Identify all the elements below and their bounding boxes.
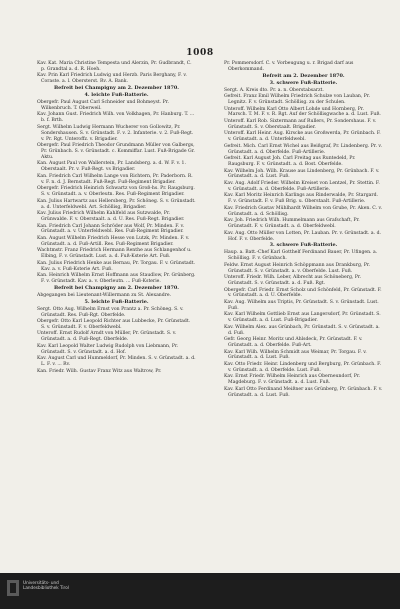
left-section-heading: Befreit bei Champigny am 2. Dezember 1870. <box>54 85 179 92</box>
right-section-heading: 3. schwere Fuß-Batterie. <box>269 79 338 86</box>
right-section-heading: 3. schwere Fuß-Batterie. <box>269 242 338 249</box>
left-entry: Kav. August Carl und Hummeldorf, Pr. Minden. S. v. Grünstadt. a. d. L. F. v. ... Rv. <box>37 356 196 368</box>
right-entry: Kav. Karl Wilhelm Gottlieb Ernst aus Langersdorf, Pr. Grünstadt. S. v. Grünstadt. a. d. Lust. Fuß-Brigadier. <box>224 312 381 324</box>
left-section-heading: 5. leichte Fuß-Batterie. <box>84 298 149 305</box>
left-section-heading: 4. leichte Fuß-Batterie. <box>84 92 149 99</box>
right-entry: Unteroff. Karl Rob. Sixtermann auf Rullers, Pr. Sondershaus. F. v. Grünstadt. S. v. Oberstaalt. Brigadier. <box>224 118 377 130</box>
right-entry: Pr. Pommersdorf. C. v. Vorbeugung u. r. Brigad darf aus Oberkommand. <box>224 61 354 72</box>
right-entry: Gefr. Georg Heinr. Moritz und Ahlsdeck, Pr. Grünstadt. F. v. Grünstadt. a. d. Oberfelde. Fuß-Art. <box>224 337 363 349</box>
right-entry: Kav. Ernst Friedr. Wilhelm Heinrich aus Oberneundorf, Pr. Magdeburg. F. v. Grünstadt. a. d. Lust. Fuß. <box>224 374 361 386</box>
right-entry: Sergt. A. Kreis dto. Pr. a. n. Oberstabsarzt. <box>224 87 324 93</box>
page-number: 1008 <box>186 48 214 58</box>
left-entry: Kan. Friedrich Carl Wilhelm Lange von Richtern, Pr. Paderborn. R. v. F. n. d. J. Bernstadt. Fuß-Regt. Fuß-Regiment Brigadier. <box>37 173 193 185</box>
left-entry: Obergefr. Paul Friedrich Theodor Grundmann Müller von Galbergs, Pr. Grünbach. S. v. Grünstadt. c. Kommiffar. Lust. Fuß-Brigade Gr. Aktu. <box>37 143 195 160</box>
right-entry: Kav. Otto Friedr. Heinr. Lindenberg und Bergburg, Pr. Grünbach. F. v. Grünstadt. a. d. Oberfelde. Lust. Fuß. <box>224 361 382 373</box>
right-entry: Kav. Aug. Adolf Frieder. Wilhelm Kreiset von Lentzel, Pr. Stettin. F. v. Grünstadt. a. d. Oberfelde. Fuß-Artillerie. <box>224 180 380 192</box>
left-entry: Obergefr. Paul August Carl Schneider und Bohmeyst. Pr. Wilkenbruch. T. Oberweil. <box>37 100 169 111</box>
right-entry: Kav. Karl Moritz Heinrich Karlings aus Rinderwalde, Pr. Stargard. F. v. Grünstadt. F. v. Fuß Brig. u. Oberstaalt. Fuß-Artillerie. <box>224 193 379 205</box>
right-entry: Gefreit. Mich. Carl Ernst Wichel aus Beißgraf, Pr. Lindenberg. Pr. v. Grünstadt. a. d. Oberfelde. Fuß-Artillerie. <box>224 143 382 155</box>
left-entry: Kan. Julius Hartwartz aus Hellersberg, Pr. Schöneg. S. v. Grünstadt. a. d. Unterfeldwebl. Art. Schöllisg, Brigadier. <box>37 198 196 210</box>
footer-bar <box>0 573 400 609</box>
right-entry: Feldw. Ernst August Heinrich Schöppmann aus Drankburg, Pr. Grünstadt. S. v. Grünstadt. a. v. Oberfelde. Lust. Fuß. <box>224 262 371 274</box>
footer-line-1: Universitäts- und <box>23 580 59 585</box>
footer-text <box>23 580 69 591</box>
left-entry: Kav. Prin Karl Friedrich Ludwig und Herzb. Paris Berghany, F. v. Coraste. a. l. Obersterst. Rv. A. Bank. <box>37 73 187 85</box>
left-entry: Obergefr. Otto Karl Leopold Richter aus Lubbecke, Pr. Grünstadt. S. v. Grünstadt. F. v. Oberfeldwebl. <box>37 319 191 330</box>
left-entry: Kav. Julius Friedrich Wilhelm Kahlfeld aus Sutzwalde, Pr. Grünwalde. F. v. Oberstaalt. a. d. U. Res. Fuß-Regt. Brigadier. <box>37 211 185 222</box>
left-entry: Sergt. Otto Aug. Wilhelm Ernst von Prantz a. Pr. Schöneg. S. v. Grünstadt. Res. Fuß-Rgt. Oberfelde. <box>37 306 184 318</box>
left-entry: Wachtmstr. Franz Friedrich Hermann Renthe aus Schlangenhof u. Elbing, F. v. Grünstadt. Lust. a. d. Fuß-Ksterie Art. Fuß. <box>37 248 192 260</box>
left-entry: Kav. Karl Leopold Walter Ludwig Rudolph von Liebmann, Pr. Grünstadt. S. v. Grünstadt. a. d. Hof. <box>37 343 179 355</box>
left-entry: Kav. Johann Gust. Friedrich Wilh. von Volkhagen, Pr. Hanburg. T. ... b. f. Brth. <box>37 112 195 124</box>
left-entry: Unteroff. Ernst Rudolf Arndt von Müller, Pr. Grünstadt. S. v. Grünstadt. a. d. Fuß-Regt. Oberfelde. <box>37 331 177 343</box>
left-entry: Kan. Friedr. Wilh. Gustav Franz Witz aus Waltrow, Pr. <box>37 368 162 374</box>
library-logo-icon <box>6 579 20 597</box>
right-entry: Gefreit. Franz Emil Wilhelm Friedrich Schulze von Lauban, Pr. Legnitz. F. v. Grünstadt. Schöllisg. zu der Schulen. <box>224 94 371 106</box>
left-entry: Kan. Friedrich Carl Johann Schröder aus Wolf, Pr. Minden. F. v. Grünstadt. a. v. Unterfeldwebl. Res. Fuß-Regiment Brigadier. <box>37 223 185 235</box>
right-entry: Kav. Wilhelm Joh. Wilh. Krause aus Lindenberg, Pr. Grünbach. F. v. Grünstadt. a. d. Lust. Fuß. <box>224 168 380 180</box>
right-entry: Gefreit. Karl August Joh. Carl Freitag aus Runtedeld, Pr. Raugsburg. F. v. Grünstadt. a. d. Bost. Oberfelde. <box>224 156 356 168</box>
right-entry: Unteroff. Friedr. Wilh. Leber, Albrecht aus Schöneberg, Pr. Grünstadt. S. v. Grünstadt. a. d. Fuß. Rgt. <box>224 275 362 287</box>
left-entry: Kan. August Paul von Wallerstein, Pr. Landsberg. a. d. W. F. v. 1. Oberstaalt. Pr. v. Fuß-Regt. vs Brigadier. <box>37 161 186 173</box>
left-entry: Obergefr. Friedrich Heinrich Schwartz von Groß-hs. Pr. Raugsburg. S. v. Grünstadt. a. v. Oberleutn. Res. Fuß-Regiment Brigadier. <box>37 186 195 198</box>
right-column <box>224 61 383 399</box>
left-entry: Kav. Kat. Maria Christine Tempesta und Alerzin, Pr. Gudbrandt, C. p. Grandtal a. d. R. Hoeh. <box>37 61 192 72</box>
right-entry: Kav. Aug. Wilhelm aus Triptis, Pr. Grünstadt. S. v. Grünstadt. Lust. Fuß. <box>224 299 379 311</box>
left-column <box>37 61 196 375</box>
right-entry: Kav. Friedrich Gustav Mühlhardt Wilhelm von Grube, Pr. Aken. C. v. Grünstadt. a. d. Schöllisg. <box>224 205 383 217</box>
left-section-heading: Befreit bei Champigny am 2. Dezember 1870. <box>54 284 179 291</box>
left-entry: Kan. Julius Friedrich Henke aus Bernau, Pr. Torgau. F. v. Grünstadt. Kav. a. v. Fuß-Ksterie Art. Fuß. <box>37 260 196 272</box>
right-entry: Kav. Aug. Otto Müller von Lotten, Pr. Lauban. Pr. v. Grünstadt. a. d. Hof. F. v. Oberfelde. <box>224 230 381 242</box>
right-entry: Haup. a. Batt.-Chef Karl Gotthelf Ferdinand Bauer, Pr. Ufingen. a. Schöllisg. F. v. Grünbach. <box>224 250 378 262</box>
right-entry: Kav. Joh. Friedrich Wilh. Hummelmann aus Grafschaft, Pr. Grünstadt. F. v. Grünstadt. a. d. Oberfeldwebl. <box>224 218 360 230</box>
left-entry: Kan. August Wilhelm Friedrich Hesse von Lutzk, Pr. Minden. F. v. Grünstadt. a. d. Fuß-Artill. Res. Fuß-Regiment Brigadier. <box>37 235 190 247</box>
right-entry: Unteroff. Karl Heinr. Aug. Kirscke aus Großwerda, Pr. Grünbach. F. v. Grünstadt. a. d. Unterfeldwebl. <box>224 131 381 143</box>
left-entry: Abgegangen bei Lieutenant-Willermann zu St. Alexandre. <box>37 292 172 298</box>
right-entry: Kav. Karl Otto Ferdinand Meißner aus Grünberg, Pr. Grünbach. F. v. Grünstadt. a. d. Lust. Fuß. <box>224 386 383 398</box>
right-entry: Kav. Karl Wilh. Wilhelm Schmidt aus Weimar, Pr. Torgau. F. v. Grünstadt. a. d. Lust. Fuß. <box>224 349 367 361</box>
left-entry: Sergt. Wilhelm Ludwig Hermann Wucherer von Gollowitz, Pr. Sondershausen. S. v. Grünstadt. F. v. 2. Infanterie. v. 2. Fuß-Regt. v. Pr. Rgt. Unteroffz. v. Brigadier. <box>37 124 194 142</box>
right-section-heading: Befreit am 2. Dezember 1870. <box>262 72 345 79</box>
right-entry: Obergefr. Carl Friedr. Ernst Scholz und Schönfeld, Pr. Grünstadt. F. v. Grünstadt. a. d. U. Oberfelde. <box>224 287 382 299</box>
right-entry: Kav. Wilhelm Alex. aus Grünbach, Pr. Grünstadt. S. v. Grünstadt. a. d. Fuß. <box>224 324 380 336</box>
right-entry: Unteroff. Wilhelm Karl Otto Albert Lohde und Hornberg, Pr. Marsch. T. M. F. v. R. Rgt. Auf der Schöllisgwache a. d. Lust. Fuß. <box>224 106 381 118</box>
footer-line-2: Landesbibliothek Tirol <box>23 585 69 591</box>
left-entry: Kan. Heinrich Wilhelm Ernst Hoffmann aus Staudlow, Pr. Grünberg. F. v. Grünstadt. Kav. a. v. Oberleutn. ... Fuß-Ksterie. <box>37 273 196 285</box>
